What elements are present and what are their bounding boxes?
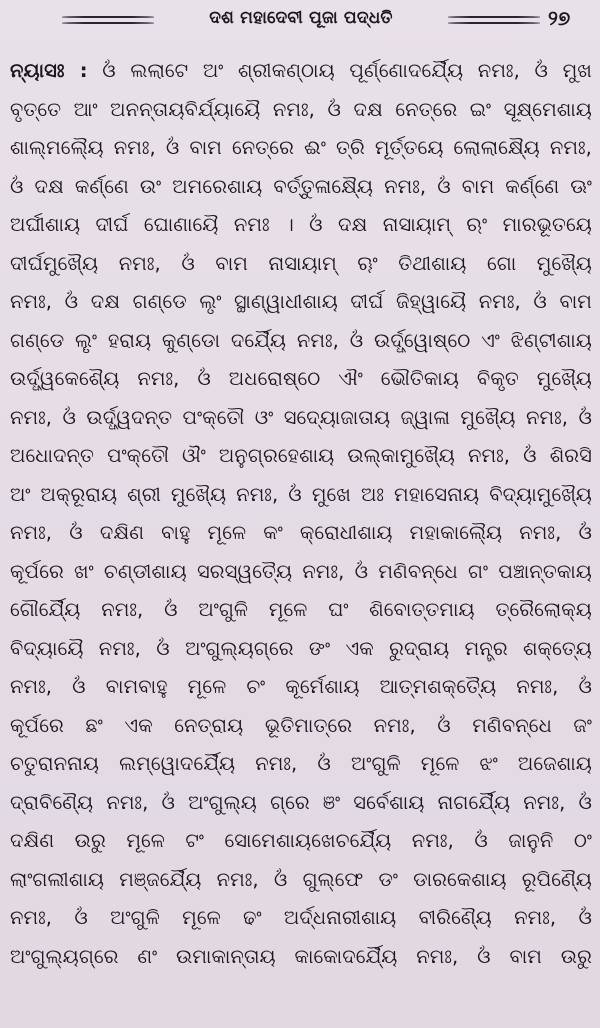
text-line-rest: ଓଁ ଲଲାଟେ ଅଂ ଶ୍ରୀକଣ୍ଠାୟ ପୂର୍ଣ୍ଣୋଦର୍ଯ୍ୟୈ ନମଃ, ଓଁ ମୁଖ <box>102 59 592 82</box>
text-line: ବୃତ୍ତେ ଆଂ ଅନନ୍ତାୟବିର୍ଯ୍ୟାୟୈ ନମଃ, ଓଁ ଦକ୍ଷ ନେତ୍ରେ ଇଂ ସୂକ୍ଷ୍ମେଶାୟ <box>10 97 592 121</box>
text-line: ଓଁ ଦକ୍ଷ କର୍ଣ୍ଣେ ଉଂ ଅମରେଶାୟ ବର୍ତ୍ତୁଳାକ୍ଷ୍ୟୈ ନମଃ, ଓଁ ବାମ କର୍ଣ୍ଣେ ଊଂ <box>10 174 592 198</box>
text-line: କୂର୍ପରେ ଛଂ ଏକ ନେତ୍ରାୟ ଭୂତିମାତ୍ରେ ନମଃ, ଓଁ ମଣିବନ୍ଧେ ଜଂ <box>10 713 592 737</box>
text-line: ବିଦ୍ୟାୟୈ ନମଃ, ଓଁ ଅଂଗୁଲ୍ୟଗ୍ରେ ଙଂ ଏକ ରୁଦ୍ରାୟ ମନ୍ତ୍ର ଶକ୍ତ୍ୟେ <box>10 636 592 660</box>
running-title: ଦଶ ମହାଦେବୀ ପୂଜା ପଦ୍ଧତି <box>209 8 393 28</box>
section-label: ନ୍ୟାସଃ : <box>10 59 88 82</box>
header-ornament-left <box>62 16 154 26</box>
text-line: ଅଂଗୁଲ୍ୟଗ୍ରେ ଣଂ ଉମାକାନ୍ତାୟ କାକୋଦର୍ଯ୍ୟୈ ନମଃ, ଓଁ ବାମ ଉରୁ <box>10 944 592 968</box>
text-line: ନମଃ, ଓଁ ଉର୍ଦ୍ଧ୍ୱଦନ୍ତ ପଂକ୍ତୌ ଓଂ ସଦ୍ୟୋଜାତାୟ ଜ୍ୱାଳା ମୁଖ୍ୟୈ ନମଃ, ଓଁ <box>10 405 592 429</box>
text-line: ନମଃ, ଓଁ ଦକ୍ଷିଣ ବାହୁ ମୂଳେ କଂ କ୍ରୋଧୀଶାୟ ମହାକାଲ୍ୟୈ ନମଃ, ଓଁ <box>10 521 592 544</box>
text-line: ଅଧୋଦନ୍ତ ପଂକ୍ତୌ ଔଂ ଅନୁଗ୍ରହେଶାୟ ଉଲ୍କାମୁଖ୍ୟୈ ନମଃ, ଓଁ ଶିରସି <box>10 444 592 467</box>
text-line: ଦୀର୍ଘମୁଖ୍ୟୈ ନମଃ, ଓଁ ବାମ ନାସାୟାମ୍ ୠଂ ତିଥୀଶାୟ ଗୋ ମୁଖ୍ୟୈ <box>10 251 592 275</box>
text-line: ଅର୍ଘୀଶାୟ ଦୀର୍ଘ ଘୋଣାୟୈ ନମଃ । ଓଁ ଦକ୍ଷ ନାସାୟାମ୍ ଋଂ ମାରଭୂତୟେ <box>10 213 592 236</box>
text-line: ଶାଲ୍ମଲ୍ୟୈ ନମଃ, ଓଁ ବାମ ନେତ୍ରେ ଈଂ ତ୍ରି ମୂର୍ତ୍ତୟେ ଲୋଲାକ୍ଷ୍ୟୈ ନମଃ, <box>10 136 592 159</box>
text-line: ନମଃ, ଓଁ ଦକ୍ଷ ଗଣ୍ଡେ ଲୃଂ ସ୍ଥାଣ୍ୱାଧୀଶାୟ ଦୀର୍ଘ ଜିହ୍ୱାୟୈ ନମଃ, ଓଁ ବାମ <box>10 290 592 313</box>
text-line: ଦକ୍ଷିଣ ଉରୁ ମୂଳେ ଟଂ ସୋମେଶାୟଖେଚର୍ଯ୍ୟୈ ନମଃ, ଓଁ ଜାନୁନି ଠଂ <box>10 829 592 852</box>
text-line <box>10 52 592 91</box>
page-number: ୨୭ <box>548 6 571 30</box>
text-line: ଉର୍ଦ୍ଧ୍ୱକେଶ୍ୟୈ ନମଃ, ଓଁ ଅଧରୋଷ୍ଠେ ଐଂ ଭୌତିକାୟ ବିକୃତ ମୁଖ୍ୟୈ <box>10 367 592 390</box>
text-line: ଦ୍ରାବିଣ୍ୟୈ ନମଃ, ଓଁ ଅଂଗୁଲ୍ୟ ଗ୍ରେ ଞଂ ସର୍ବେଶାୟ ନାଗର୍ଯ୍ୟୈ ନମଃ, ଓଁ <box>10 790 592 814</box>
text-line: ଗଣ୍ଡେ ଲୄଂ ହରାୟ କୁଣ୍ଡୋ ଦର୍ଯ୍ୟୈ ନମଃ, ଓଁ ଉର୍ଦ୍ଧ୍ୱୋଷ୍ଠେ ଏଂ ଝିଣ୍ଟୀଶାୟ <box>10 328 592 352</box>
text-line: ନମଃ, ଓଁ ଅଂଗୁଳି ମୂଳେ ଢଂ ଅର୍ଦ୍ଧନାରୀଶାୟ ବୀରିଣ୍ୟୈ ନମଃ, ଓଁ <box>10 906 592 929</box>
body-text <box>10 52 592 976</box>
text-line: ଲାଂଗଲୀଶାୟ ମଞ୍ଜର୍ଯ୍ୟୈ ନମଃ, ଓଁ ଗୁଲ୍‌ଫେ ଡଂ ଡାରକେଶାୟ ରୂପିଣ୍ୟୈ <box>10 867 592 891</box>
page-header <box>0 6 600 40</box>
text-line: ଅଂ ଅକ୍ରୂରାୟ ଶ୍ରୀ ମୁଖ୍ୟୈ ନମଃ, ଓଁ ମୁଖେ ଅଃ ମହାସେନାୟ ବିଦ୍ୟାମୁଖ୍ୟୈ <box>10 482 592 506</box>
text-line: କୂର୍ପରେ ଖଂ ଚଣ୍ଡୀଶାୟ ସରସ୍ୱତ୍ୟୈ ନମଃ, ଓଁ ମଣିବନ୍ଧେ ଗଂ ପଞ୍ଚାନ୍ତକାୟ <box>10 559 592 583</box>
header-ornament-right <box>448 16 540 26</box>
text-line: ନମଃ, ଓଁ ବାମବାହୁ ମୂଳେ ଚଂ କୂର୍ମେଶାୟ ଆତ୍ମଶକ୍ତ୍ୟୈ ନମଃ, ଓଁ <box>10 675 592 698</box>
text-line: ଚତୁରାନନାୟ ଲମ୍ୱୋଦର୍ଯ୍ୟୈ ନମଃ, ଓଁ ଅଂଗୁଳି ମୂଳେ ଝଂ ଅଜେଶାୟ <box>10 752 592 775</box>
text-line: ଗୌର୍ଯ୍ୟୈ ନମଃ, ଓଁ ଅଂଗୁଳି ମୂଳେ ଘଂ ଶିବୋତ୍ତମାୟ ତ୍ରୈଲୋକ୍ୟ <box>10 598 592 621</box>
